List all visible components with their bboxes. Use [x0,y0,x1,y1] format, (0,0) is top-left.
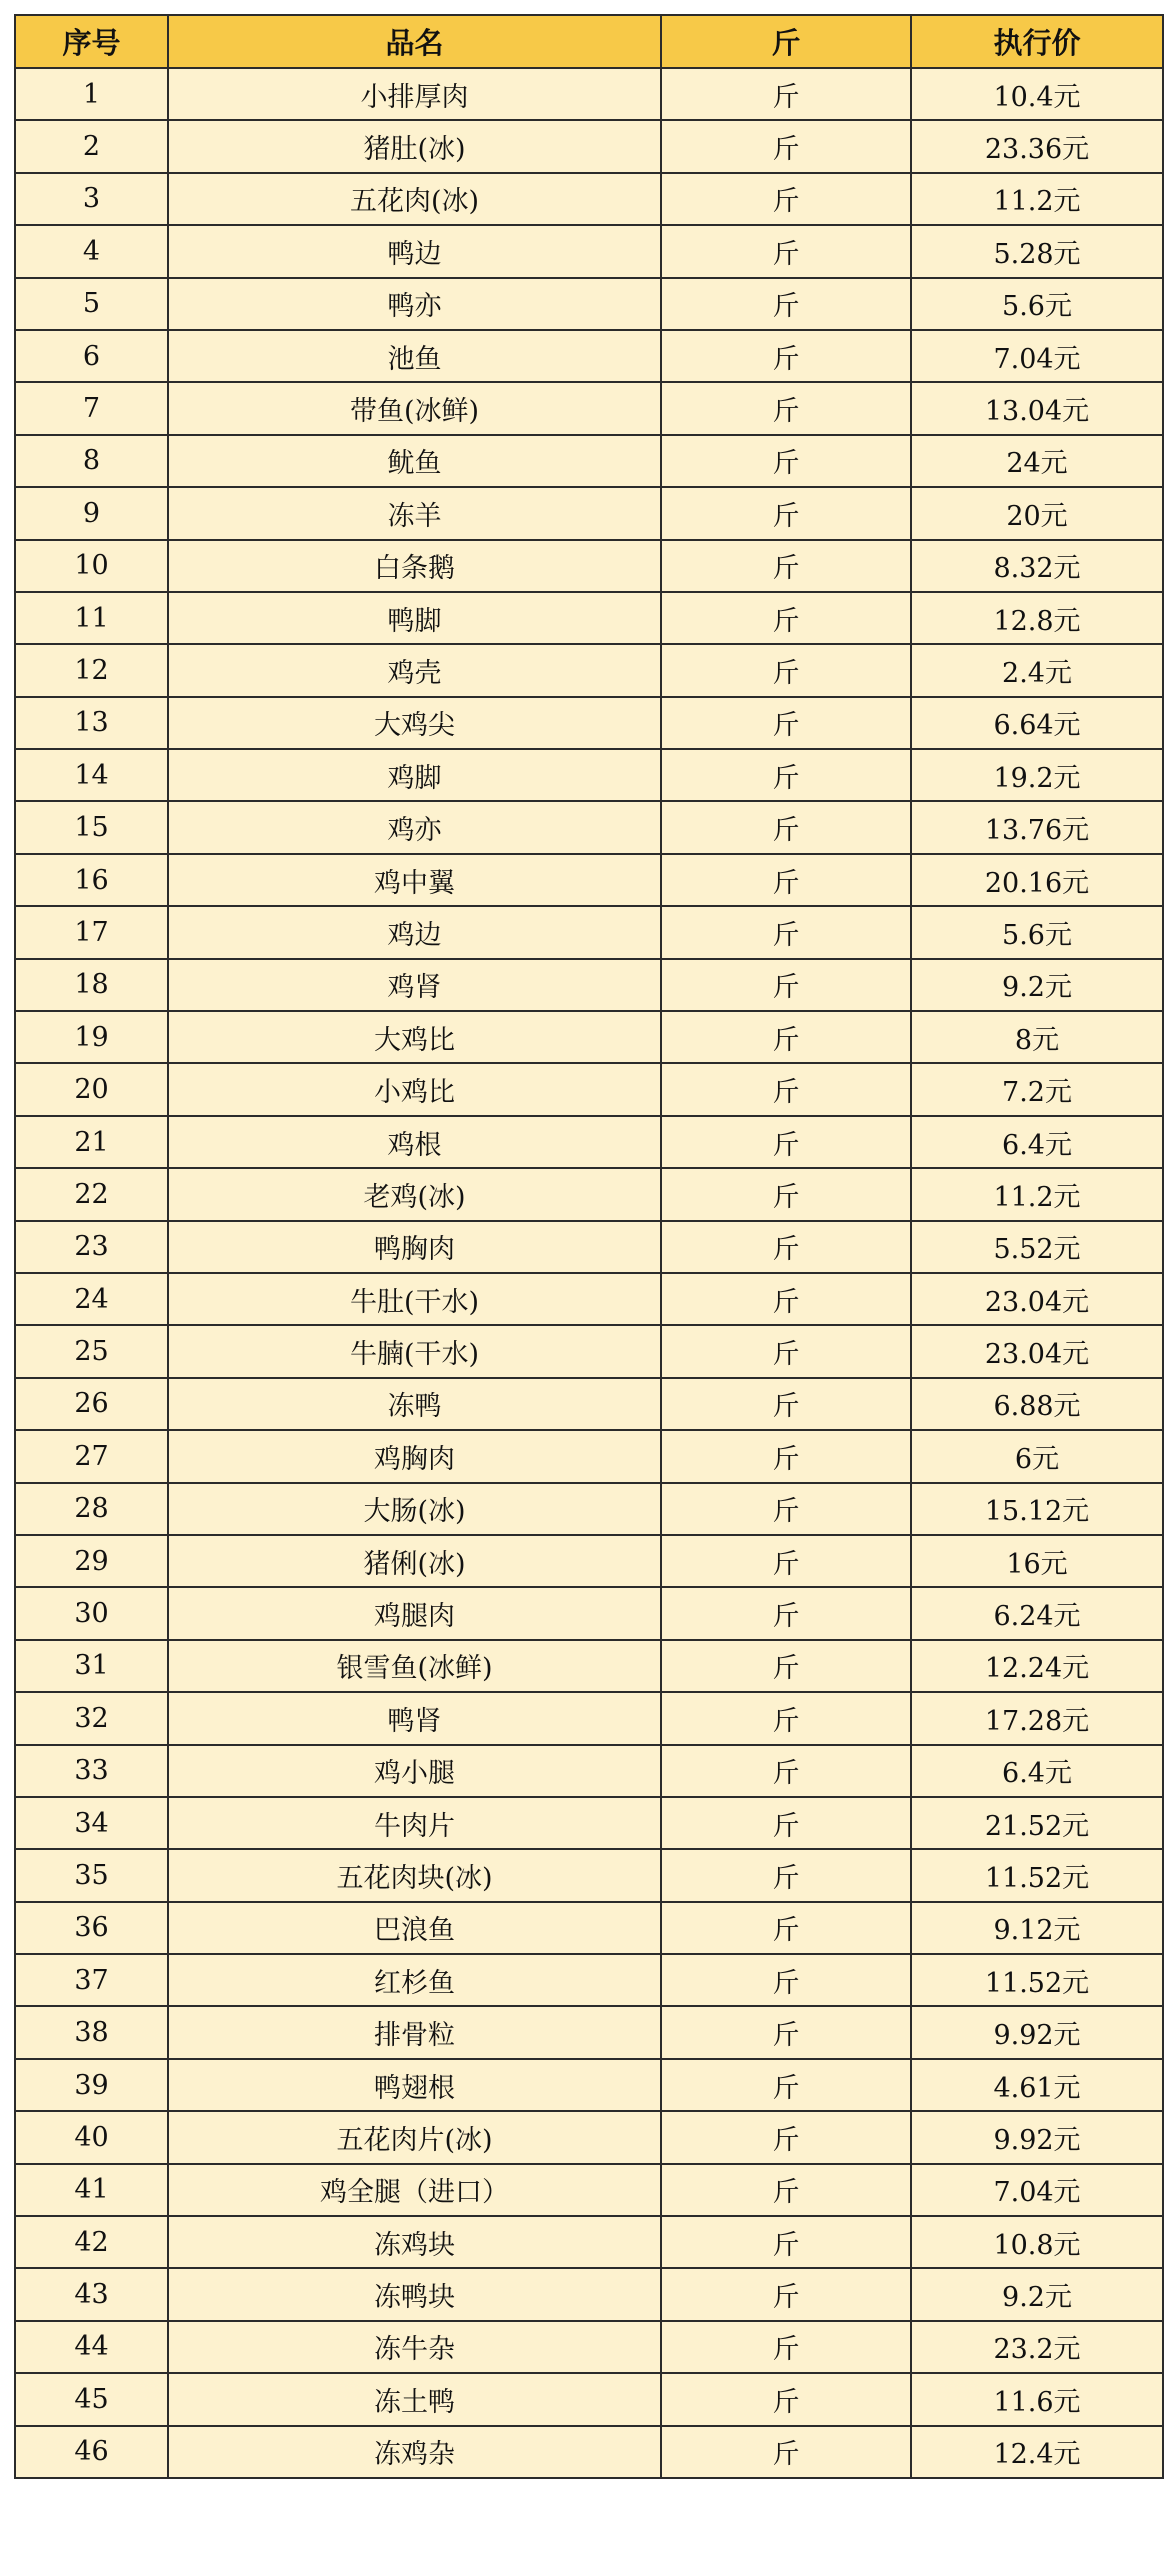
cell-serial-number: 5 [15,278,168,330]
table-row [15,2006,1163,2058]
table-row [15,1797,1163,1849]
cell-product-name: 鸭翅根 [168,2059,661,2111]
cell-product-name: 鸡壳 [168,644,661,696]
cell-serial-number: 13 [15,697,168,749]
price-table [14,14,1164,2479]
cell-product-name: 小鸡比 [168,1063,661,1115]
cell-product-name: 鸡小腿 [168,1745,661,1797]
table-row [15,1325,1163,1377]
cell-unit: 斤 [661,697,911,749]
header-serial-number: 序号 [15,15,168,68]
cell-product-name: 鸭亦 [168,278,661,330]
table-row [15,1692,1163,1744]
cell-serial-number: 33 [15,1745,168,1797]
cell-price: 6.24元 [911,1587,1163,1639]
cell-price: 6.4元 [911,1116,1163,1168]
cell-product-name: 大鸡比 [168,1011,661,1063]
table-row [15,801,1163,853]
cell-product-name: 鸭胸肉 [168,1221,661,1273]
table-row [15,487,1163,539]
table-row [15,1116,1163,1168]
table-row [15,330,1163,382]
cell-product-name: 五花肉片(冰) [168,2111,661,2163]
cell-product-name: 五花肉(冰) [168,173,661,225]
cell-serial-number: 15 [15,801,168,853]
price-sheet [14,14,1164,2479]
cell-product-name: 五花肉块(冰) [168,1849,661,1901]
cell-product-name: 鸡边 [168,906,661,958]
cell-price: 12.4元 [911,2426,1163,2478]
cell-product-name: 冻羊 [168,487,661,539]
cell-product-name: 鸭脚 [168,592,661,644]
cell-product-name: 猪俐(冰) [168,1535,661,1587]
cell-unit: 斤 [661,854,911,906]
cell-serial-number: 20 [15,1063,168,1115]
cell-serial-number: 3 [15,173,168,225]
cell-serial-number: 31 [15,1640,168,1692]
table-row [15,1902,1163,1954]
cell-price: 6.64元 [911,697,1163,749]
cell-unit: 斤 [661,1640,911,1692]
cell-product-name: 冻鸭 [168,1378,661,1430]
cell-serial-number: 29 [15,1535,168,1587]
cell-unit: 斤 [661,1745,911,1797]
header-price: 执行价 [911,15,1163,68]
cell-product-name: 鸡全腿（进口） [168,2164,661,2216]
table-header [15,15,1163,68]
cell-unit: 斤 [661,749,911,801]
cell-unit: 斤 [661,644,911,696]
table-row [15,120,1163,172]
cell-unit: 斤 [661,1483,911,1535]
cell-price: 9.92元 [911,2111,1163,2163]
table-row [15,1430,1163,1482]
cell-product-name: 鸭肾 [168,1692,661,1744]
cell-price: 7.04元 [911,330,1163,382]
cell-product-name: 鸭边 [168,225,661,277]
cell-serial-number: 27 [15,1430,168,1482]
cell-price: 6.88元 [911,1378,1163,1430]
cell-price: 2.4元 [911,644,1163,696]
cell-price: 24元 [911,435,1163,487]
cell-unit: 斤 [661,330,911,382]
cell-serial-number: 19 [15,1011,168,1063]
cell-unit: 斤 [661,2111,911,2163]
cell-price: 5.28元 [911,225,1163,277]
cell-unit: 斤 [661,1902,911,1954]
cell-price: 4.61元 [911,2059,1163,2111]
cell-price: 11.52元 [911,1954,1163,2006]
cell-price: 15.12元 [911,1483,1163,1535]
cell-product-name: 冻牛杂 [168,2321,661,2373]
cell-serial-number: 24 [15,1273,168,1325]
cell-product-name: 大鸡尖 [168,697,661,749]
cell-unit: 斤 [661,1325,911,1377]
cell-unit: 斤 [661,1063,911,1115]
cell-unit: 斤 [661,1535,911,1587]
cell-price: 6元 [911,1430,1163,1482]
cell-price: 11.6元 [911,2373,1163,2425]
cell-serial-number: 12 [15,644,168,696]
cell-unit: 斤 [661,1587,911,1639]
cell-product-name: 鱿鱼 [168,435,661,487]
cell-unit: 斤 [661,592,911,644]
cell-price: 11.2元 [911,173,1163,225]
cell-price: 9.2元 [911,959,1163,1011]
cell-serial-number: 32 [15,1692,168,1744]
cell-price: 17.28元 [911,1692,1163,1744]
cell-unit: 斤 [661,1692,911,1744]
table-row [15,68,1163,120]
table-row [15,592,1163,644]
cell-product-name: 牛腩(干水) [168,1325,661,1377]
cell-serial-number: 4 [15,225,168,277]
cell-product-name: 鸡胸肉 [168,1430,661,1482]
table-row [15,1954,1163,2006]
cell-price: 23.2元 [911,2321,1163,2373]
cell-serial-number: 40 [15,2111,168,2163]
cell-serial-number: 23 [15,1221,168,1273]
cell-price: 6.4元 [911,1745,1163,1797]
table-row [15,173,1163,225]
cell-serial-number: 41 [15,2164,168,2216]
cell-product-name: 巴浪鱼 [168,1902,661,1954]
cell-unit: 斤 [661,906,911,958]
table-row [15,2268,1163,2320]
cell-product-name: 鸡根 [168,1116,661,1168]
cell-unit: 斤 [661,278,911,330]
table-row [15,540,1163,592]
table-row [15,2164,1163,2216]
cell-price: 20.16元 [911,854,1163,906]
cell-price: 23.04元 [911,1325,1163,1377]
cell-unit: 斤 [661,435,911,487]
cell-unit: 斤 [661,2373,911,2425]
cell-price: 16元 [911,1535,1163,1587]
cell-price: 23.04元 [911,1273,1163,1325]
cell-unit: 斤 [661,959,911,1011]
cell-price: 11.52元 [911,1849,1163,1901]
table-row [15,854,1163,906]
table-row [15,2216,1163,2268]
header-unit: 斤 [661,15,911,68]
cell-unit: 斤 [661,1849,911,1901]
cell-serial-number: 21 [15,1116,168,1168]
cell-unit: 斤 [661,382,911,434]
cell-serial-number: 42 [15,2216,168,2268]
cell-serial-number: 9 [15,487,168,539]
cell-product-name: 带鱼(冰鲜) [168,382,661,434]
table-row [15,1483,1163,1535]
cell-serial-number: 22 [15,1168,168,1220]
table-row [15,1011,1163,1063]
cell-serial-number: 17 [15,906,168,958]
cell-price: 5.52元 [911,1221,1163,1273]
cell-serial-number: 18 [15,959,168,1011]
cell-unit: 斤 [661,173,911,225]
cell-unit: 斤 [661,1954,911,2006]
cell-unit: 斤 [661,2268,911,2320]
cell-price: 7.2元 [911,1063,1163,1115]
table-row [15,1221,1163,1273]
cell-unit: 斤 [661,1116,911,1168]
cell-product-name: 排骨粒 [168,2006,661,2058]
cell-serial-number: 39 [15,2059,168,2111]
cell-price: 5.6元 [911,278,1163,330]
table-row [15,1063,1163,1115]
cell-serial-number: 28 [15,1483,168,1535]
cell-product-name: 鸡中翼 [168,854,661,906]
table-row [15,906,1163,958]
cell-product-name: 牛肉片 [168,1797,661,1849]
cell-serial-number: 26 [15,1378,168,1430]
cell-product-name: 鸡肾 [168,959,661,1011]
cell-price: 5.6元 [911,906,1163,958]
table-row [15,1273,1163,1325]
table-row [15,382,1163,434]
cell-product-name: 冻鸡杂 [168,2426,661,2478]
table-row [15,2111,1163,2163]
table-row [15,2059,1163,2111]
table-row [15,2321,1163,2373]
header-product-name: 品名 [168,15,661,68]
table-row [15,697,1163,749]
table-row [15,278,1163,330]
table-row [15,959,1163,1011]
cell-unit: 斤 [661,487,911,539]
table-row [15,435,1163,487]
cell-product-name: 冻鸡块 [168,2216,661,2268]
cell-unit: 斤 [661,1168,911,1220]
cell-product-name: 银雪鱼(冰鲜) [168,1640,661,1692]
cell-product-name: 鸡亦 [168,801,661,853]
cell-serial-number: 7 [15,382,168,434]
cell-unit: 斤 [661,1273,911,1325]
cell-serial-number: 44 [15,2321,168,2373]
table-row [15,1587,1163,1639]
cell-unit: 斤 [661,2321,911,2373]
cell-unit: 斤 [661,540,911,592]
cell-serial-number: 34 [15,1797,168,1849]
cell-price: 19.2元 [911,749,1163,801]
cell-price: 9.12元 [911,1902,1163,1954]
cell-unit: 斤 [661,225,911,277]
cell-serial-number: 38 [15,2006,168,2058]
table-row [15,1378,1163,1430]
cell-serial-number: 45 [15,2373,168,2425]
cell-product-name: 老鸡(冰) [168,1168,661,1220]
cell-serial-number: 6 [15,330,168,382]
table-body [15,68,1163,2478]
cell-unit: 斤 [661,2216,911,2268]
cell-product-name: 小排厚肉 [168,68,661,120]
cell-unit: 斤 [661,2426,911,2478]
cell-serial-number: 1 [15,68,168,120]
cell-serial-number: 36 [15,1902,168,1954]
cell-price: 11.2元 [911,1168,1163,1220]
cell-serial-number: 25 [15,1325,168,1377]
cell-price: 20元 [911,487,1163,539]
table-row [15,2426,1163,2478]
cell-product-name: 鸡脚 [168,749,661,801]
table-row [15,644,1163,696]
cell-product-name: 牛肚(干水) [168,1273,661,1325]
cell-serial-number: 8 [15,435,168,487]
cell-price: 8元 [911,1011,1163,1063]
cell-serial-number: 2 [15,120,168,172]
cell-unit: 斤 [661,1430,911,1482]
cell-unit: 斤 [661,1378,911,1430]
cell-price: 12.8元 [911,592,1163,644]
cell-product-name: 白条鹅 [168,540,661,592]
cell-price: 13.76元 [911,801,1163,853]
cell-serial-number: 11 [15,592,168,644]
table-row [15,1535,1163,1587]
cell-price: 10.8元 [911,2216,1163,2268]
cell-price: 9.92元 [911,2006,1163,2058]
cell-serial-number: 10 [15,540,168,592]
cell-product-name: 池鱼 [168,330,661,382]
cell-serial-number: 46 [15,2426,168,2478]
cell-serial-number: 16 [15,854,168,906]
cell-unit: 斤 [661,2164,911,2216]
cell-unit: 斤 [661,1011,911,1063]
cell-unit: 斤 [661,1797,911,1849]
table-row [15,1745,1163,1797]
cell-price: 23.36元 [911,120,1163,172]
cell-product-name: 冻土鸭 [168,2373,661,2425]
cell-unit: 斤 [661,2059,911,2111]
header-row [15,15,1163,68]
table-row [15,1640,1163,1692]
cell-product-name: 鸡腿肉 [168,1587,661,1639]
cell-serial-number: 30 [15,1587,168,1639]
cell-unit: 斤 [661,1221,911,1273]
cell-unit: 斤 [661,68,911,120]
cell-unit: 斤 [661,2006,911,2058]
cell-price: 9.2元 [911,2268,1163,2320]
cell-unit: 斤 [661,801,911,853]
cell-serial-number: 14 [15,749,168,801]
table-row [15,1168,1163,1220]
cell-price: 10.4元 [911,68,1163,120]
table-row [15,225,1163,277]
cell-product-name: 冻鸭块 [168,2268,661,2320]
cell-serial-number: 37 [15,1954,168,2006]
cell-price: 12.24元 [911,1640,1163,1692]
cell-serial-number: 35 [15,1849,168,1901]
table-row [15,1849,1163,1901]
cell-price: 8.32元 [911,540,1163,592]
cell-serial-number: 43 [15,2268,168,2320]
table-row [15,2373,1163,2425]
table-row [15,749,1163,801]
cell-product-name: 大肠(冰) [168,1483,661,1535]
cell-price: 13.04元 [911,382,1163,434]
cell-price: 7.04元 [911,2164,1163,2216]
cell-unit: 斤 [661,120,911,172]
cell-product-name: 猪肚(冰) [168,120,661,172]
cell-price: 21.52元 [911,1797,1163,1849]
cell-product-name: 红杉鱼 [168,1954,661,2006]
